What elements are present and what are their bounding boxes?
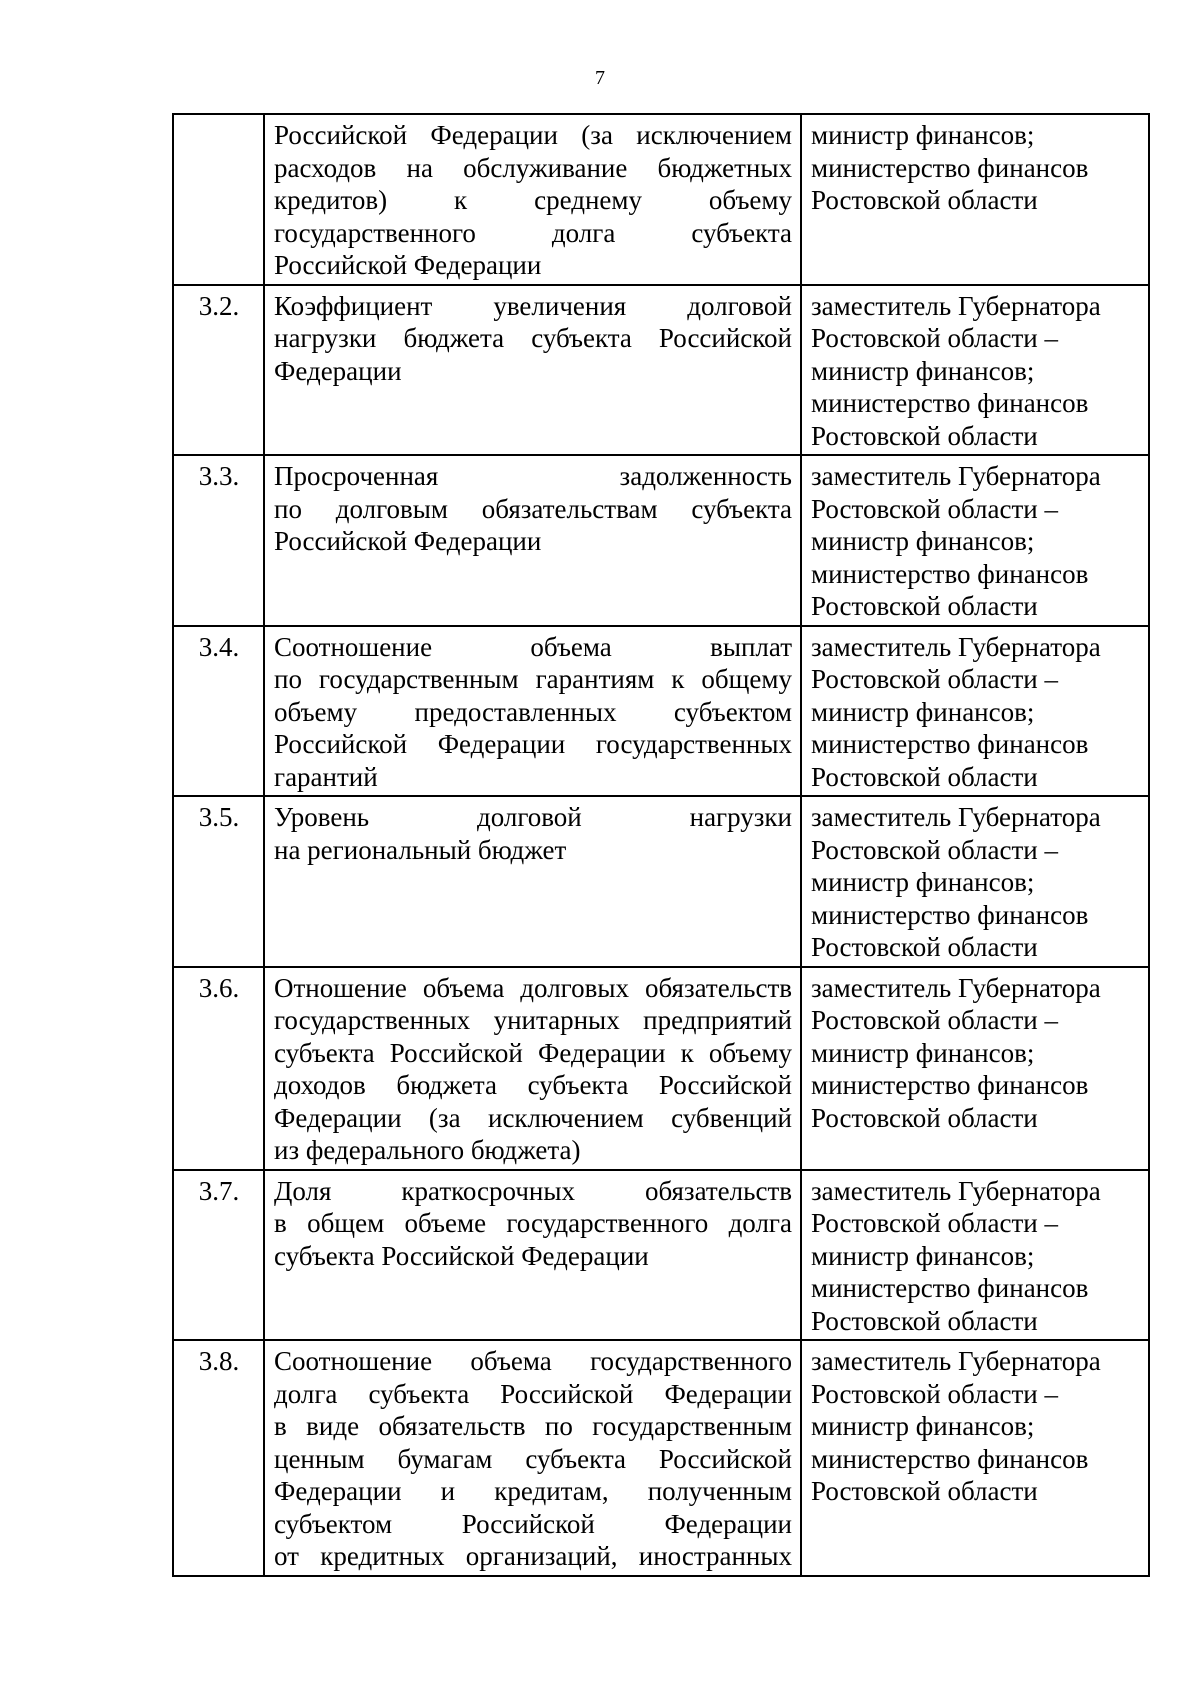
indicator-description-cell (264, 626, 801, 797)
responsible-line: Ростовской области – (811, 664, 1058, 694)
indicator-description-line: Отношение объема долговых обязательств (274, 972, 792, 1003)
responsible-cell (801, 114, 1149, 285)
indicators-table (172, 113, 1150, 1577)
indicator-description-line: доходов бюджета субъекта Российской (274, 1070, 792, 1100)
responsible-line: заместитель Губернатора (811, 461, 1101, 491)
responsible-line: Ростовской области (811, 1476, 1038, 1506)
indicator-description-line: из федерального бюджета) (274, 1135, 581, 1165)
indicator-description-line: по долговым обязательствам субъекта (274, 493, 792, 524)
responsible-line: Ростовской области – (811, 1208, 1058, 1238)
table-row (173, 796, 1149, 967)
responsible-line: Ростовской области – (811, 493, 1058, 524)
row-number: 3.3. (198, 461, 240, 491)
indicator-description-line: по государственным гарантиям к общему (274, 664, 792, 694)
responsible-line: Ростовской области (811, 591, 1038, 621)
row-number-cell (173, 626, 264, 797)
row-number-cell (173, 796, 264, 967)
responsible-cell (801, 626, 1149, 797)
responsible-line: министр финансов; (811, 867, 1035, 897)
indicator-description-line: Соотношение объема выплат (274, 631, 792, 662)
responsible-line: министр финансов; (811, 1411, 1035, 1441)
row-number-cell (173, 1170, 264, 1341)
indicator-description-line: Просроченная задолженность (274, 461, 792, 491)
indicator-description-line: Федерации (274, 355, 402, 386)
responsible-line: министр финансов; (811, 1240, 1035, 1271)
responsible-line: Ростовской области (811, 1102, 1038, 1133)
responsible-line: министерство финансов (811, 1070, 1089, 1100)
indicator-description-line: Российской Федерации государственных (274, 729, 792, 759)
table-row (173, 114, 1149, 285)
indicator-description-line: субъекта Российской Федерации к объему (274, 1037, 792, 1068)
indicator-description-line: долга субъекта Российской Федерации (274, 1378, 792, 1409)
indicator-description-line: нагрузки бюджета субъекта Российской (274, 323, 792, 353)
indicator-description-cell (264, 796, 801, 967)
indicator-description-line: Уровень долговой нагрузки (274, 802, 792, 832)
row-number-cell (173, 285, 264, 456)
indicator-description-line: гарантий (274, 761, 378, 792)
indicators-table-body (173, 114, 1149, 1576)
row-number: 3.4. (198, 631, 240, 662)
indicator-description-line: Федерации (за исключением субвенций (274, 1102, 792, 1133)
responsible-line: Ростовской области – (811, 323, 1058, 353)
indicator-description-line: Российской Федерации (за исключением (274, 120, 792, 150)
responsible-cell (801, 967, 1149, 1170)
page-number: 7 (595, 67, 605, 89)
responsible-line: заместитель Губернатора (811, 1175, 1101, 1206)
indicator-description-line: расходов на обслуживание бюджетных (274, 152, 792, 183)
table-row (173, 967, 1149, 1170)
table-row (173, 626, 1149, 797)
indicator-description-cell (264, 114, 801, 285)
responsible-line: министр финансов; (811, 526, 1035, 556)
responsible-line: министерство финансов (811, 1443, 1089, 1474)
row-number: 3.7. (198, 1175, 240, 1206)
indicator-description-line: Соотношение объема государственного (274, 1346, 792, 1376)
indicator-description-line: Федерации и кредитам, полученным (274, 1476, 792, 1506)
table-row (173, 285, 1149, 456)
responsible-line: заместитель Губернатора (811, 802, 1101, 832)
responsible-line: министерство финансов (811, 558, 1089, 589)
table-row (173, 1340, 1149, 1576)
responsible-line: заместитель Губернатора (811, 1346, 1101, 1376)
responsible-line: Ростовской области (811, 1305, 1038, 1336)
indicator-description-line: объему предоставленных субъектом (274, 696, 792, 727)
indicator-description-line: государственных унитарных предприятий (274, 1005, 792, 1035)
responsible-line: Ростовской области (811, 761, 1038, 792)
responsible-line: министерство финансов (811, 1273, 1089, 1303)
responsible-line: Ростовской области (811, 420, 1038, 451)
indicator-description-cell (264, 455, 801, 626)
responsible-line: Ростовской области – (811, 1005, 1058, 1035)
responsible-line: министр финансов; (811, 120, 1035, 150)
indicator-description-cell (264, 285, 801, 456)
row-number-cell (173, 455, 264, 626)
responsible-line: Ростовской области – (811, 834, 1058, 865)
indicator-description-line: субъекта Российской Федерации (274, 1240, 649, 1271)
responsible-cell (801, 455, 1149, 626)
row-number-cell (173, 1340, 264, 1576)
responsible-cell (801, 285, 1149, 456)
table-row (173, 1170, 1149, 1341)
row-number-cell (173, 114, 264, 285)
indicator-description-line: государственного долга субъекта (274, 217, 792, 248)
responsible-line: министерство финансов (811, 152, 1089, 183)
responsible-line: заместитель Губернатора (811, 631, 1101, 662)
responsible-line: министр финансов; (811, 1037, 1035, 1068)
indicator-description-line: Доля краткосрочных обязательств (274, 1175, 792, 1206)
responsible-cell (801, 796, 1149, 967)
indicator-description-line: в общем объеме государственного долга (274, 1208, 792, 1238)
responsible-line: министерство финансов (811, 899, 1089, 930)
responsible-line: Ростовской области (811, 932, 1038, 962)
row-number: 3.8. (198, 1346, 240, 1376)
indicator-description-line: в виде обязательств по государственным (274, 1411, 792, 1441)
responsible-line: министерство финансов (811, 388, 1089, 418)
responsible-line: Ростовской области (811, 185, 1038, 215)
table-row (173, 455, 1149, 626)
indicator-description-line: на региональный бюджет (274, 834, 567, 865)
indicator-description-line: субъектом Российской Федерации (274, 1508, 792, 1539)
responsible-line: министерство финансов (811, 729, 1089, 759)
responsible-line: заместитель Губернатора (811, 972, 1101, 1003)
row-number: 3.5. (198, 802, 240, 832)
responsible-cell (801, 1170, 1149, 1341)
indicator-description-cell (264, 1170, 801, 1341)
row-number: 3.2. (198, 290, 240, 321)
indicator-description-line: кредитов) к среднему объему (274, 185, 792, 215)
indicator-description-line: Коэффициент увеличения долговой (274, 290, 792, 321)
responsible-line: министр финансов; (811, 355, 1035, 386)
row-number-cell (173, 967, 264, 1170)
indicator-description-line: ценным бумагам субъекта Российской (274, 1443, 792, 1474)
indicator-description-line: Российской Федерации (274, 250, 542, 280)
indicator-description-cell (264, 967, 801, 1170)
indicator-description-line: Российской Федерации (274, 526, 542, 556)
responsible-line: министр финансов; (811, 696, 1035, 727)
indicator-description-cell (264, 1340, 801, 1576)
responsible-line: Ростовской области – (811, 1378, 1058, 1409)
responsible-cell (801, 1340, 1149, 1576)
indicator-description-line: от кредитных организаций, иностранных (274, 1541, 792, 1571)
responsible-line: заместитель Губернатора (811, 290, 1101, 321)
row-number: 3.6. (198, 972, 240, 1003)
